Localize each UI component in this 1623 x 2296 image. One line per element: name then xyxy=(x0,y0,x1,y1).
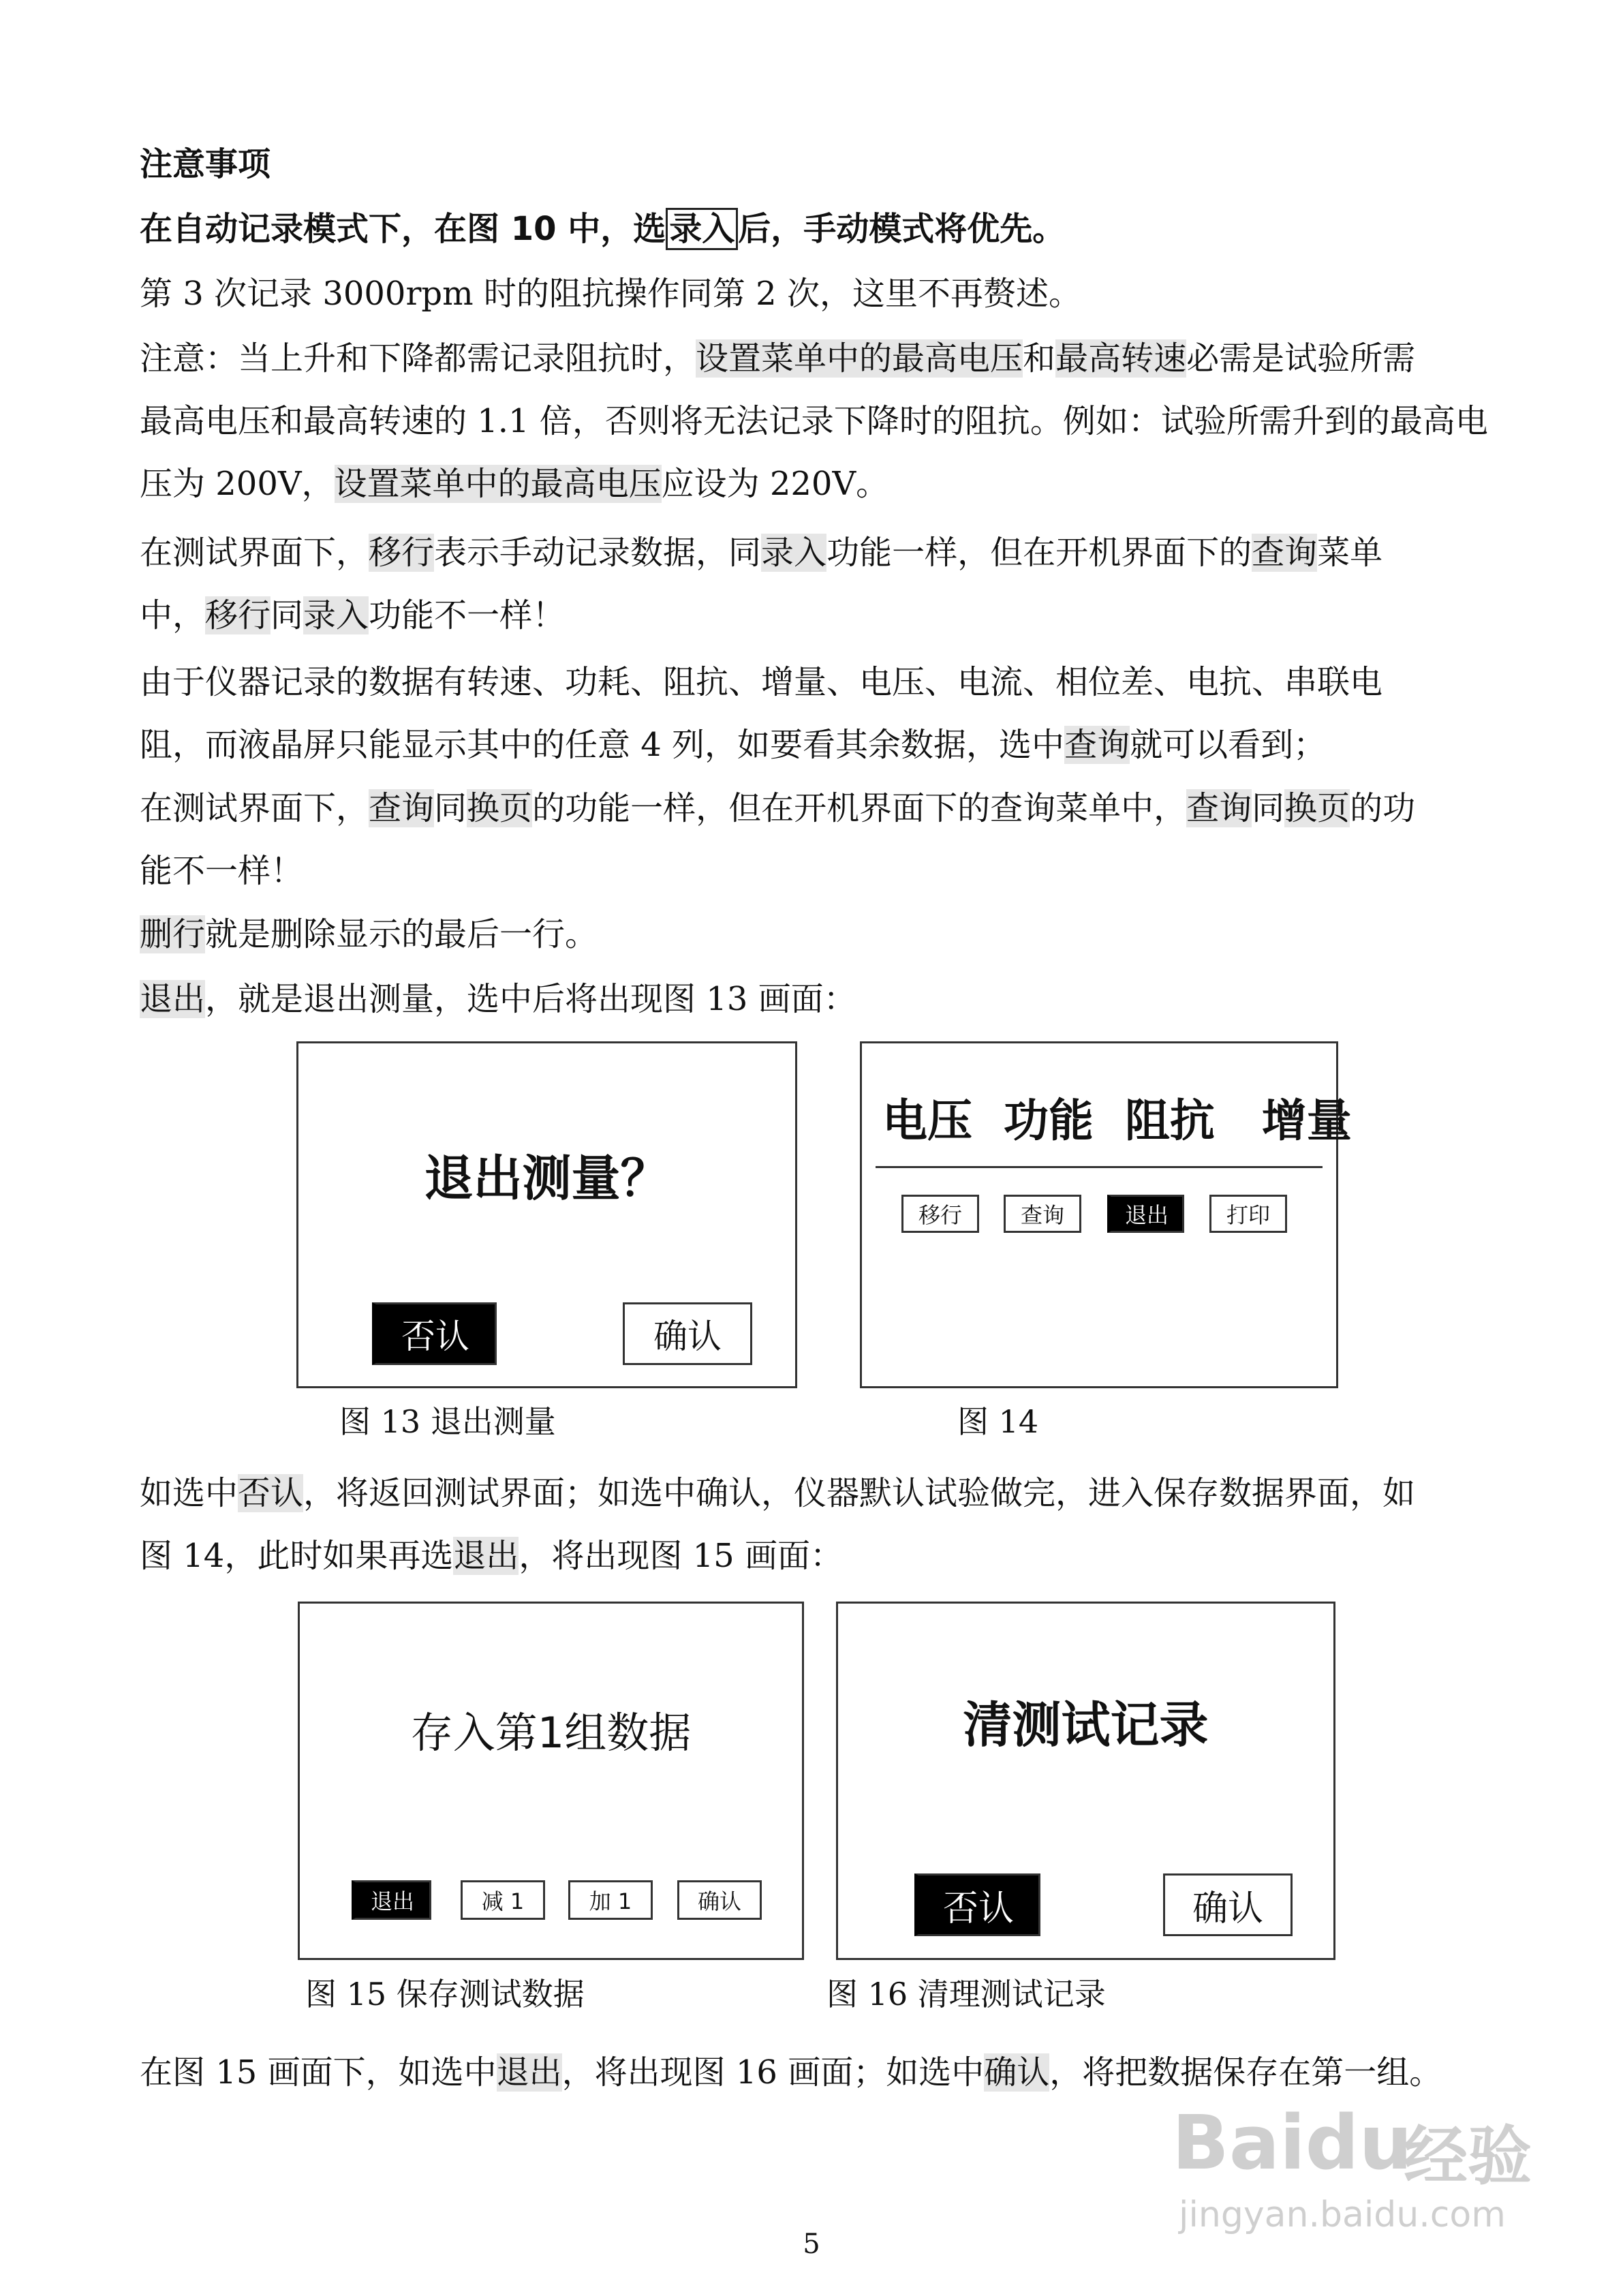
figure-15-caption: 图 15 保存测试数据 xyxy=(305,1976,585,2012)
paragraph-6: 删行就是删除显示的最后一行。 xyxy=(140,915,598,953)
paragraph-8-line-2: 图 14，此时如果再选退出，将出现图 15 画面： xyxy=(140,1537,843,1575)
paragraph-8-line-1: 如选中否认，将返回测试界面；如选中确认，仪器默认试验做完，进入保存数据界面，如 xyxy=(140,1474,1416,1512)
fig15-plus-button[interactable]: 加 1 xyxy=(568,1880,653,1920)
paragraph-9: 在图 15 画面下，如选中退出，将出现图 16 画面；如选中确认，将把数据保存在第一组。 xyxy=(140,2053,1442,2092)
paragraph-2-line-2: 最高电压和最高转速的 1.1 倍，否则将无法记录下降时的阻抗。例如：试验所需升到的最高电 xyxy=(140,402,1488,440)
paragraph-4-line-2: 阻，而液晶屏只能显示其中的任意 4 列，如要看其余数据，选中查询就可以看到； xyxy=(140,726,1327,764)
page-number: 5 xyxy=(803,2229,820,2260)
paragraph-2-line-1: 注意：当上升和下降都需记录阻抗时，设置菜单中的最高电压和最高转速必需是试验所需 xyxy=(140,339,1416,378)
paragraph-7: 退出，就是退出测量，选中后将出现图 13 画面： xyxy=(140,980,856,1018)
fig15-title: 存入第1组数据 xyxy=(410,1708,692,1758)
fig14-print-button[interactable]: 打印 xyxy=(1209,1195,1287,1233)
figure-14-data-screen xyxy=(860,1041,1352,1388)
fig14-divider xyxy=(876,1166,1323,1168)
fig15-confirm-button[interactable]: 确认 xyxy=(677,1880,762,1920)
figure-16-clear-records xyxy=(836,1602,1335,1960)
fig14-move-row-button[interactable]: 移行 xyxy=(901,1195,979,1233)
fig16-title: 清测试记录 xyxy=(963,1696,1209,1754)
paragraph-5-line-1: 在测试界面下，查询同换页的功能一样，但在开机界面下的查询菜单中，查询同换页的功 xyxy=(140,789,1416,827)
paragraph-4-line-1: 由于仪器记录的数据有转速、功耗、阻抗、增量、电压、电流、相位差、电抗、串联电 xyxy=(140,663,1383,701)
fig14-exit-button[interactable]: 退出 xyxy=(1107,1195,1184,1233)
figure-13-exit-dialog xyxy=(296,1041,797,1388)
note-bold: 在自动记录模式下，在图 10 中，选 录入 后，手动模式将优先。 xyxy=(140,198,1489,260)
figure-13-caption: 图 13 退出测量 xyxy=(339,1403,556,1440)
fig15-exit-button[interactable]: 退出 xyxy=(352,1880,431,1920)
paragraph-3-line-2: 中，移行同录入功能不一样！ xyxy=(140,596,566,634)
baidu-watermark: Baidu 经验 jingyan.baidu.com xyxy=(1172,2099,1532,2235)
fig13-reject-button[interactable]: 否认 xyxy=(372,1302,497,1365)
figure-16-caption: 图 16 清理测试记录 xyxy=(826,1976,1106,2012)
figure-14-caption: 图 14 xyxy=(957,1403,1039,1440)
fig14-query-button[interactable]: 查询 xyxy=(1004,1195,1081,1233)
fig13-title: 退出测量？ xyxy=(424,1150,670,1207)
section-heading: 注意事项 xyxy=(140,145,271,183)
fig16-reject-button[interactable]: 否认 xyxy=(914,1873,1040,1936)
fig14-header: 电压 功能 阻抗 增量 xyxy=(882,1095,1352,1147)
paragraph-5-line-2: 能不一样！ xyxy=(140,852,304,890)
paragraph-1: 第 3 次记录 3000rpm 时的阻抗操作同第 2 次，这里不再赘述。 xyxy=(140,275,1081,313)
paragraph-3-line-1: 在测试界面下，移行表示手动记录数据，同录入功能一样，但在开机界面下的查询菜单 xyxy=(140,534,1383,572)
paragraph-2-line-3: 压为 200V，设置菜单中的最高电压应设为 220V。 xyxy=(140,465,889,503)
figure-15-save-screen xyxy=(298,1602,804,1960)
fig16-confirm-button[interactable]: 确认 xyxy=(1163,1873,1293,1936)
fig15-minus-button[interactable]: 减 1 xyxy=(461,1880,545,1920)
luru-boxed: 录入 xyxy=(666,208,738,250)
fig13-confirm-button[interactable]: 确认 xyxy=(623,1302,752,1365)
